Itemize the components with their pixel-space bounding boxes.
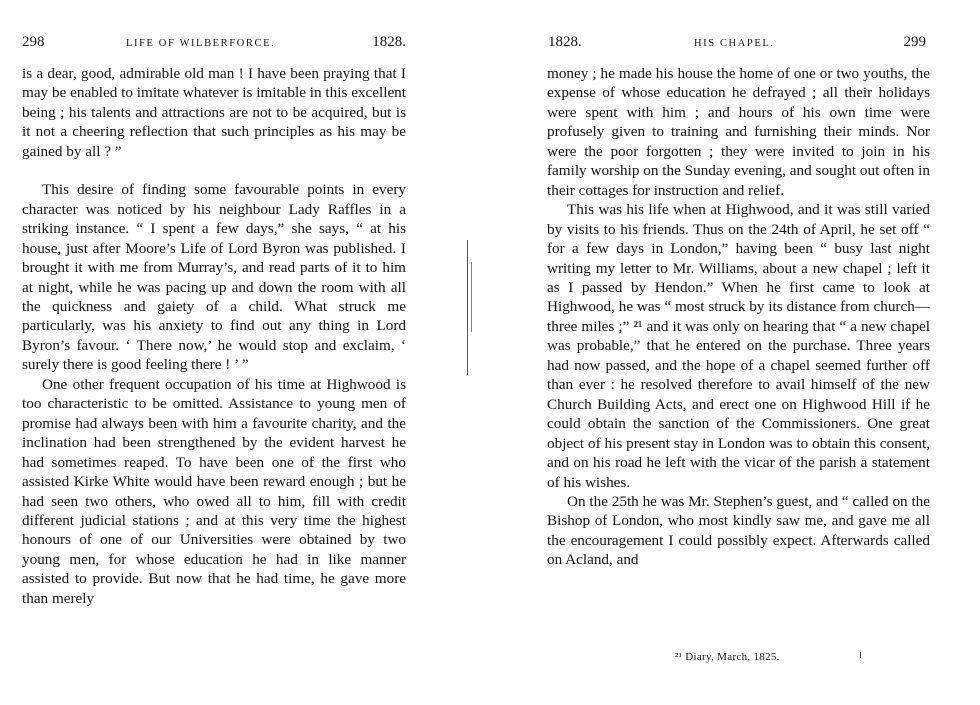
- right-paragraph-1: money ; he made his house the home of one or two youths, the expense of whose education he defrayed ; all their holidays were spent with him ; and hours of his own time were profusely given to training and furnishing their minds. Nor were the poor forgotten ; they were invited to join in his family worship on the Sunday evening, and sought out often in their cottages for instruction and relief.: [547, 65, 930, 199]
- left-page-number: 298: [22, 34, 45, 50]
- footnote: ²¹ Diary, March, 1825.: [675, 651, 780, 663]
- right-running-head: HIS CHAPEL.: [694, 38, 775, 49]
- print-mark: [860, 652, 861, 658]
- paragraph-gap: [22, 161, 406, 180]
- right-paragraph-2: This was his life when at Highwood, and it was still varied by visits to his friends. Thus on the 24th of April, he set off “ for a few days in London,” having been “ busy last night writing my letter to Mr. Williams, about a new chapel ; left it as I passed by Hendon.” When he first came to look at Highwood, he was “ most struck by its distance from church—three miles ;” ²¹ and it was only on hearing that “ a new chapel was probable,” that he entered on the purchase. Three years had now passed, and the hope of a chapel seemed further off than ever : he resolved therefore to avail himself of the new Church Building Acts, and erect one on Highwood Hill if he could obtain the sanction of the Commissioners. One great object of his present stay in London was to obtain this consent, and on his road he left with the vicar of the parish a statement of his wishes.: [547, 201, 930, 491]
- left-paragraph-2: This desire of finding some favourable points in every character was noticed by his neighbour Lady Raffles in a striking instance. “ I spent a few days,” she says, “ at his house, just after Moore’s Life of Lord Byron was published. I brought it with me from Murray’s, and read parts of it to him at night, while he was pacing up and down the room with all the quickness and gaiety of a child. What struck me particularly, was his anxiety to find out any thing in Lord Byron’s favour. ‘ There now,’ he would stop and exclaim, ‘ surely there is good feeling there ! ’ ”: [22, 181, 406, 374]
- gutter-line-faint: [471, 262, 472, 332]
- left-page-body: [22, 64, 406, 608]
- left-paragraph-1: is a dear, good, admirable old man ! I have been praying that I may be enabled to imitate whatever is imitable in this excellent being ; his talents and attractions are not to be acquired, but is it not a cheering reflection that such principles as his may be gained by all ? ”: [22, 65, 406, 160]
- left-page: [0, 0, 470, 705]
- right-page-number: 299: [903, 34, 926, 50]
- left-header-year: 1828.: [372, 34, 406, 50]
- gutter-line: [467, 240, 468, 375]
- left-running-head: LIFE OF WILBERFORCE.: [126, 38, 276, 49]
- left-page-header: [22, 32, 406, 54]
- right-header-year: 1828.: [548, 34, 582, 50]
- right-page: [490, 0, 980, 705]
- right-page-header: [548, 32, 926, 54]
- right-paragraph-3: On the 25th he was Mr. Stephen’s guest, and “ called on the Bishop of London, who most kindly saw me, and gave me all the encouragement I could possibly expect. Afterwards called on Acland, and: [547, 492, 930, 569]
- left-paragraph-3: One other frequent occupation of his time at Highwood is too characteristic to be omitted. Assistance to young men of promise had always been with him a favourite charity, and the inclination had been strengthened by the evident harvest he had sometimes reaped. To have been one of the first who assisted Kirke White would have been reward enough ; but he had seen two others, who owed all to him, fill with credit different judicial stations ; and at this very time the highest honours of one of our Universities were obtained by two young men, for whose education he had in like manner assisted to provide. But now that he had time, he gave more than merely: [22, 375, 406, 607]
- right-page-body: [547, 64, 930, 570]
